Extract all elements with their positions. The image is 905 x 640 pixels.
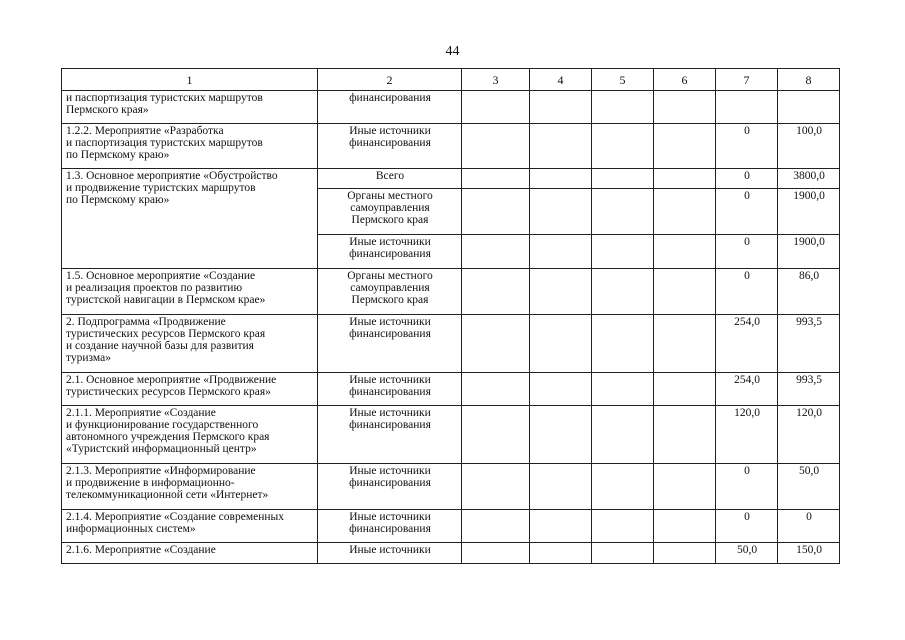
value-cell (654, 406, 716, 464)
value-cell (530, 406, 592, 464)
value-cell (654, 189, 716, 235)
value-cell (530, 189, 592, 235)
column-header: 2 (318, 69, 462, 91)
value-cell (462, 510, 530, 543)
value-cell (530, 269, 592, 315)
table-row (62, 91, 840, 124)
value-cell (530, 510, 592, 543)
value-cell: 1900,0 (778, 189, 840, 235)
column-header: 7 (716, 69, 778, 91)
value-cell (462, 124, 530, 169)
value-cell (654, 124, 716, 169)
source-cell: Иные источники финансирования (318, 235, 462, 269)
value-cell (654, 373, 716, 406)
value-cell (462, 315, 530, 373)
value-cell (530, 235, 592, 269)
table-row (62, 543, 840, 564)
value-cell (654, 464, 716, 510)
value-cell (592, 373, 654, 406)
value-cell (462, 406, 530, 464)
value-cell: 50,0 (778, 464, 840, 510)
value-cell: 0 (716, 169, 778, 189)
value-cell (654, 91, 716, 124)
value-cell (654, 510, 716, 543)
table-row (62, 169, 840, 189)
value-cell (592, 124, 654, 169)
value-cell: 0 (716, 189, 778, 235)
source-cell: Иные источники финансирования (318, 373, 462, 406)
value-cell (530, 91, 592, 124)
value-cell: 0 (716, 269, 778, 315)
value-cell (462, 543, 530, 564)
value-cell: 993,5 (778, 373, 840, 406)
source-cell: Иные источники (318, 543, 462, 564)
activity-cell: 1.2.2. Мероприятие «Разработка и паспортизация туристских маршрутов по Пермскому краю» (62, 124, 318, 169)
value-cell: 254,0 (716, 315, 778, 373)
value-cell: 0 (716, 464, 778, 510)
value-cell (592, 464, 654, 510)
value-cell: 0 (778, 510, 840, 543)
value-cell: 0 (716, 235, 778, 269)
source-cell: Органы местного самоуправления Пермского края (318, 269, 462, 315)
activity-cell: 1.5. Основное мероприятие «Создание и реализация проектов по развитию туристской навигации в Пермском крае» (62, 269, 318, 315)
value-cell (462, 269, 530, 315)
value-cell (592, 169, 654, 189)
header-row (62, 69, 840, 91)
table-row (62, 124, 840, 169)
value-cell (462, 169, 530, 189)
value-cell (530, 543, 592, 564)
value-cell: 150,0 (778, 543, 840, 564)
table-row (62, 406, 840, 464)
activity-cell: 1.3. Основное мероприятие «Обустройство и продвижение туристских маршрутов по Пермскому краю» (62, 169, 318, 269)
column-header: 1 (62, 69, 318, 91)
value-cell (654, 543, 716, 564)
activity-cell: 2.1.3. Мероприятие «Информирование и продвижение в информационно- телекоммуникационной сети «Интернет» (62, 464, 318, 510)
value-cell (654, 235, 716, 269)
value-cell (654, 269, 716, 315)
value-cell (592, 269, 654, 315)
value-cell (462, 373, 530, 406)
page-number: 44 (445, 44, 460, 59)
column-header: 6 (654, 69, 716, 91)
value-cell: 0 (716, 124, 778, 169)
value-cell (530, 464, 592, 510)
value-cell: 120,0 (716, 406, 778, 464)
value-cell: 100,0 (778, 124, 840, 169)
value-cell (592, 315, 654, 373)
column-header: 4 (530, 69, 592, 91)
value-cell (654, 169, 716, 189)
value-cell (592, 406, 654, 464)
source-cell: Иные источники финансирования (318, 124, 462, 169)
table-row (62, 315, 840, 373)
value-cell: 50,0 (716, 543, 778, 564)
source-cell: Всего (318, 169, 462, 189)
activity-cell: 2.1. Основное мероприятие «Продвижение туристических ресурсов Пермского края» (62, 373, 318, 406)
value-cell: 254,0 (716, 373, 778, 406)
value-cell (530, 169, 592, 189)
value-cell (462, 91, 530, 124)
source-cell: финансирования (318, 91, 462, 124)
activity-cell: и паспортизация туристских маршрутов Пермского края» (62, 91, 318, 124)
table-row (62, 464, 840, 510)
value-cell (592, 189, 654, 235)
value-cell (654, 315, 716, 373)
value-cell (530, 124, 592, 169)
value-cell (592, 235, 654, 269)
activity-cell: 2.1.1. Мероприятие «Создание и функционирование государственного автономного учреждения Пермского края «Туристский информационный центр» (62, 406, 318, 464)
value-cell (530, 373, 592, 406)
value-cell: 3800,0 (778, 169, 840, 189)
source-cell: Иные источники финансирования (318, 464, 462, 510)
value-cell: 0 (716, 510, 778, 543)
value-cell (592, 91, 654, 124)
source-cell: Органы местного самоуправления Пермского края (318, 189, 462, 235)
value-cell (462, 464, 530, 510)
table-row (62, 269, 840, 315)
activity-cell: 2. Подпрограмма «Продвижение туристических ресурсов Пермского края и создание научной базы для развития туризма» (62, 315, 318, 373)
activity-cell: 2.1.4. Мероприятие «Создание современных информационных систем» (62, 510, 318, 543)
budget-table (61, 68, 840, 564)
value-cell: 86,0 (778, 269, 840, 315)
value-cell (778, 91, 840, 124)
table-row (62, 373, 840, 406)
value-cell (716, 91, 778, 124)
value-cell (462, 235, 530, 269)
value-cell: 120,0 (778, 406, 840, 464)
value-cell (530, 315, 592, 373)
source-cell: Иные источники финансирования (318, 406, 462, 464)
value-cell: 1900,0 (778, 235, 840, 269)
value-cell (592, 543, 654, 564)
value-cell (462, 189, 530, 235)
column-header: 8 (778, 69, 840, 91)
column-header: 3 (462, 69, 530, 91)
source-cell: Иные источники финансирования (318, 315, 462, 373)
value-cell (592, 510, 654, 543)
table-row (62, 510, 840, 543)
source-cell: Иные источники финансирования (318, 510, 462, 543)
value-cell: 993,5 (778, 315, 840, 373)
activity-cell: 2.1.6. Мероприятие «Создание (62, 543, 318, 564)
column-header: 5 (592, 69, 654, 91)
